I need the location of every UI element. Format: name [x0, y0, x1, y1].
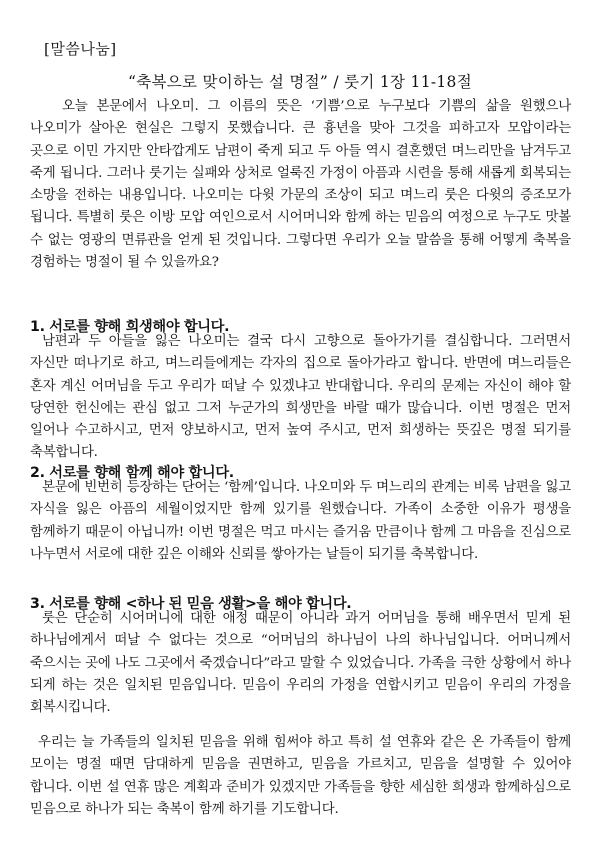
closing-paragraph: 우리는 늘 가족들의 일치된 믿음을 위해 힘써야 하고 특히 설 연휴와 같은 온 가족들이 함께 모이는 명절 때면 담대하게 믿음을 권면하고, 믿음을 가르치고, 믿음을 설명할 수 있어야 합니다. 이번 설 연휴 많은 계획과 준비가 있겠지만 가족들을 향한 세심한 희생과 함께하심으로 믿음으로 하나가 되는 축복이 함께 하기를 기도합니다.	[30, 735, 571, 817]
section-3-body: 룻은 단순히 시어머니에 대한 애정 때문이 아니라 과거 어머님을 통해 배우면서 믿게 된 하나님에게서 떠날 수 없다는 것으로 “어머님의 하나님이 나의 하나님입니다. 어머니께서 죽으시는 곳에 나도 그곳에서 죽겠습니다”라고 말할 수 있었습니다. 가족을 극한 상황에서 하나 되게 하는 것은 일치된 믿음입니다. 믿음이 우리의 가정을 연합시키고 믿음이 우리의 가정을 회복시킵니다.	[30, 611, 571, 716]
category-tag: [말씀나눔]	[44, 40, 117, 58]
section-1-heading: 1. 서로를 향해 희생해야 합니다.	[30, 319, 230, 335]
section-2-body: 본문에 빈번히 등장하는 단어는 ‘함께’입니다. 나오미와 두 며느리의 관계는 비록 남편을 잃고 자식을 잃은 아픔의 세월이었지만 함께 있기를 원했습니다. 가족이 소중한 이유가 평생을 함께하기 때문이 아닙니까! 이번 명절은 먹고 마시는 즐거움 만큼이나 함께 그 마음을 진심으로 나누면서 서로에 대한 깊은 이해와 신뢰를 쌓아가는 날들이 되기를 축복합니다.	[30, 480, 571, 562]
intro-paragraph: 오늘 본문에서 나오미. 그 이름의 뜻은 ‘기쁨’으로 누구보다 기쁨의 삶을 원했으나 나오미가 살아온 현실은 그렇지 못했습니다. 큰 흉년을 맞아 그것을 피하고자 모압이라는 곳으로 이민 가지만 안타깝게도 남편이 죽게 되고 두 아들 역시 결혼했던 며느리만을 남겨두고 죽게 됩니다. 그러나 룻기는 실패와 상처로 얼룩진 가정이 아픔과 시련을 통해 새롭게 회복되는 소망을 전하는 내용입니다. 나오미는 다윗 가문의 조상이 되고 며느리 룻은 다윗의 증조모가 됩니다. 특별히 룻은 이방 모압 여인으로서 시어머니와 함께 하는 믿음의 여정으로 누구도 맛볼 수 없는 영광의 면류관을 얻게 된 것입니다. 그렇다면 우리가 오늘 말씀을 통해 어떻게 축복을 경험하는 명절이 될 수 있을까요?	[30, 99, 571, 271]
sermon-title: “축복으로 맞이하는 설 명절” / 룻기 1장 11-18절	[127, 73, 472, 91]
section-1-body: 남편과 두 아들을 잃은 나오미는 결국 다시 고향으로 돌아가기를 결심합니다. 그러면서 자신만 떠나기로 하고, 며느리들에게는 각자의 집으로 돌아가라고 합니다. 반면에 며느리들은 혼자 계신 어머님을 두고 우리가 떠날 수 있겠냐고 반대합니다. 우리의 문제는 자신이 해야 할 당연한 헌신에는 관심 없고 그저 누군가의 희생만을 바랄 때가 많습니다. 이번 명절은 먼저 일어나 수고하시고, 먼저 양보하시고, 먼저 높여 주시고, 먼저 희생하는 뜻깊은 명절 되기를 축복합니다.	[30, 334, 571, 461]
section-2-heading: 2. 서로를 향해 함께 해야 합니다.	[30, 465, 234, 481]
section-3-heading: 3. 서로를 향해 <하나 된 믿음 생활>을 해야 합니다.	[30, 596, 352, 612]
